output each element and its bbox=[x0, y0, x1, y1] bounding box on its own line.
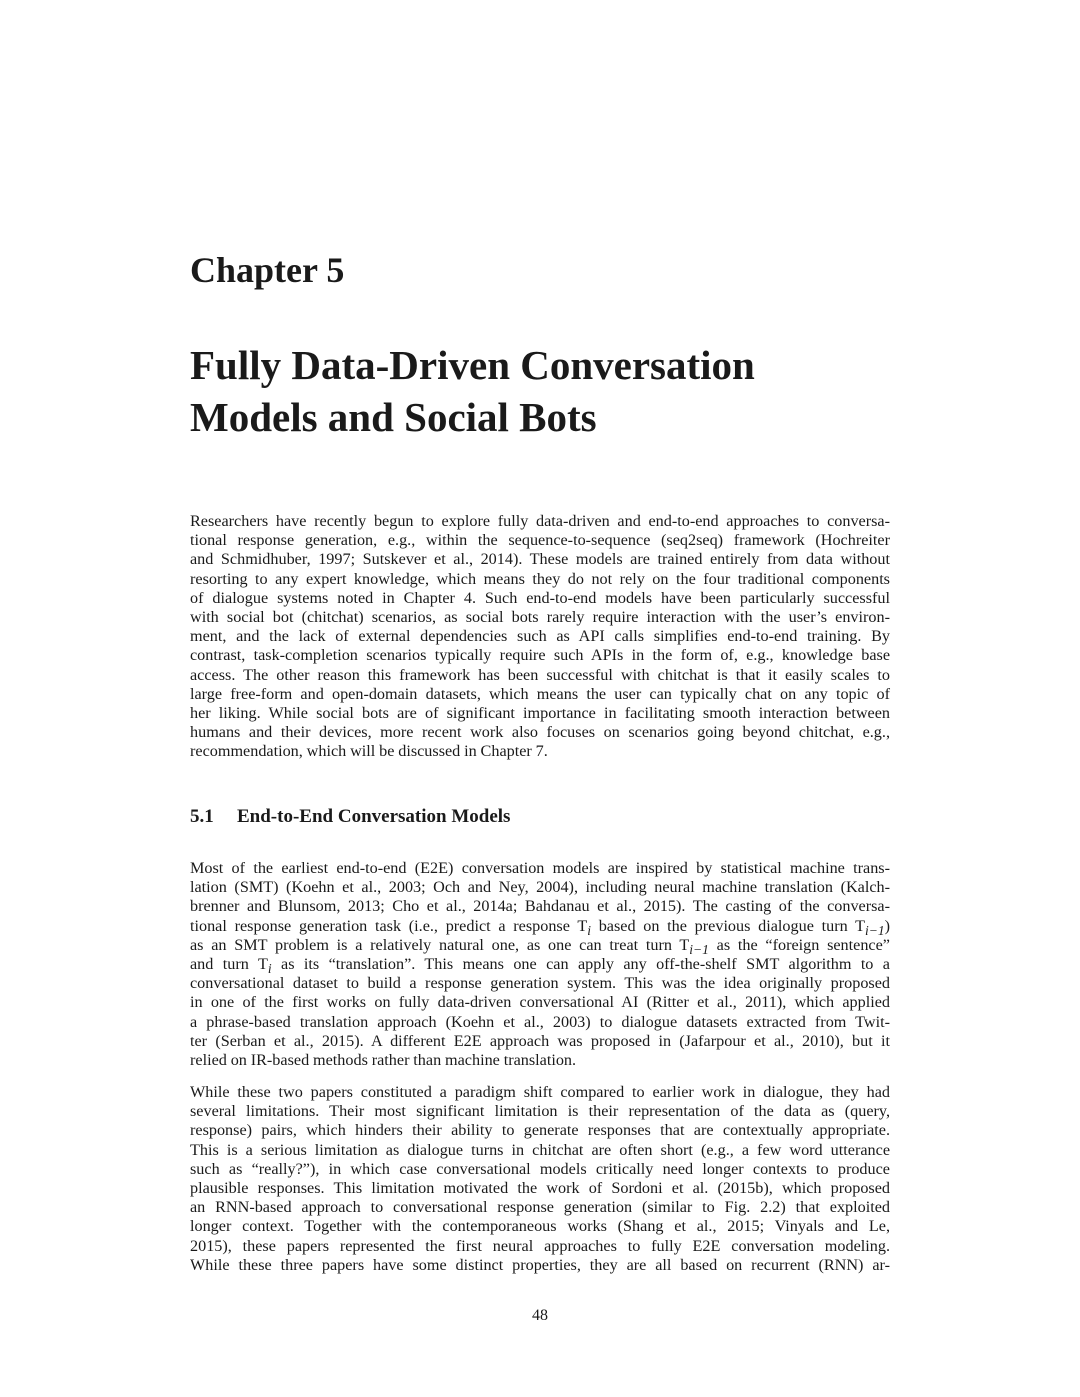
text-line: conversational dataset to build a response generation system. This was the idea originally proposed bbox=[190, 974, 890, 993]
text-line: several limitations. Their most significant limitation is their representation of the data as (query, bbox=[190, 1102, 890, 1121]
text-line: her liking. While social bots are of significant importance in facilitating smooth interaction between bbox=[190, 703, 890, 722]
text-line: plausible responses. This limitation motivated the work of Sordoni et al. (2015b), which proposed bbox=[190, 1178, 890, 1197]
text-line: of dialogue systems noted in Chapter 4. Such end-to-end models have been particularly successful bbox=[190, 588, 890, 607]
text-line: tional response generation, e.g., within the sequence-to-sequence (seq2seq) framework (Hochreiter bbox=[190, 531, 890, 550]
text-line: resorting to any expert knowledge, which means they do not rely on the four traditional components bbox=[190, 569, 890, 588]
chapter-title bbox=[190, 339, 910, 443]
text-line: ment, and the lack of external dependencies such as API calls simplifies end-to-end training. By bbox=[190, 627, 890, 646]
text-line: brenner and Blunsom, 2013; Cho et al., 2014a; Bahdanau et al., 2015). The casting of the conversa- bbox=[190, 897, 890, 916]
text-line: a phrase-based translation approach (Koehn et al., 2003) to dialogue datasets extracted from Twit- bbox=[190, 1012, 890, 1031]
text-line: This is a serious limitation as dialogue turns in chitchat are often short (e.g., a few word utterance bbox=[190, 1140, 890, 1159]
text-line: large free-form and open-domain datasets, which means the user can typically chat on any topic of bbox=[190, 684, 890, 703]
text-line-with-math: as an SMT problem is a relatively natural one, as one can treat turn $T_{i-1}$ as the “foreign sentence” bbox=[190, 935, 890, 957]
chapter-title-line: Models and Social Bots bbox=[190, 394, 597, 440]
text-line: relied on IR-based methods rather than machine translation. bbox=[190, 1050, 577, 1069]
page-number: 48 bbox=[532, 1307, 548, 1324]
text-line: humans and their devices, more recent work also focuses on scenarios going beyond chitchat, e.g., bbox=[190, 723, 890, 742]
text-line-with-math: and turn $T_i$ as its “translation”. This means one can apply any off-the-shelf SMT algorithm to a bbox=[190, 954, 890, 977]
text-line-with-math: tional response generation task (i.e., predict a response $T_i$ based on the previous dialogue turn $T_{i-1}$) bbox=[190, 916, 891, 938]
intro-paragraph bbox=[190, 512, 890, 761]
paragraph-1 bbox=[190, 859, 890, 1070]
text-line: Most of the earliest end-to-end (E2E) conversation models are inspired by statistical machine trans- bbox=[190, 859, 890, 877]
chapter-label: Chapter 5 bbox=[190, 250, 345, 290]
paragraph-2 bbox=[190, 1083, 890, 1275]
text-line: longer context. Together with the contemporaneous works (Shang et al., 2015; Vinyals and Le, bbox=[190, 1217, 890, 1236]
text-line: ter (Serban et al., 2015). A different E2E approach was proposed in (Jafarpour et al., 2010), but it bbox=[190, 1031, 890, 1050]
text-line: in one of the first works on fully data-driven conversational AI (Ritter et al., 2011), which applied bbox=[190, 993, 890, 1012]
section-heading bbox=[190, 805, 510, 829]
text-line: with social bot (chitchat) scenarios, as social bots rarely require interaction with the user’s environ- bbox=[190, 607, 890, 626]
text-line: Researchers have recently begun to explore fully data-driven and end-to-end approaches to conversa- bbox=[190, 512, 890, 530]
text-line: and Schmidhuber, 1997; Sutskever et al., 2014). These models are trained entirely from data without bbox=[190, 550, 890, 569]
text-line: While these three papers have some distinct properties, they are all based on recurrent (RNN) ar- bbox=[190, 1255, 890, 1274]
chapter-title-line: Fully Data-Driven Conversation bbox=[190, 342, 755, 388]
section-number: 5.1 bbox=[190, 806, 214, 827]
text-line: 2015), these papers represented the first neural approaches to fully E2E conversation modeling. bbox=[190, 1236, 890, 1255]
text-line: access. The other reason this framework has been successful with chitchat is that it easily scales to bbox=[190, 665, 890, 684]
text-line: While these two papers constituted a paradigm shift compared to earlier work in dialogue, they had bbox=[190, 1083, 890, 1101]
text-line: response) pairs, which hinders their ability to generate responses that are contextually appropriate. bbox=[190, 1121, 890, 1140]
text-line: contrast, task-completion scenarios typically require such APIs in the form of, e.g., knowledge base bbox=[190, 646, 890, 665]
section-title: End-to-End Conversation Models bbox=[237, 806, 511, 827]
text-line: an RNN-based approach to conversational response generation (similar to Fig. 2.2) that exploited bbox=[190, 1198, 890, 1217]
text-line: lation (SMT) (Koehn et al., 2003; Och and Ney, 2004), including neural machine translation (Kalch- bbox=[190, 878, 890, 897]
text-line: such as “really?”), in which case conversational models critically need longer contexts to produce bbox=[190, 1159, 890, 1178]
text-line: recommendation, which will be discussed in Chapter 7. bbox=[190, 742, 548, 761]
